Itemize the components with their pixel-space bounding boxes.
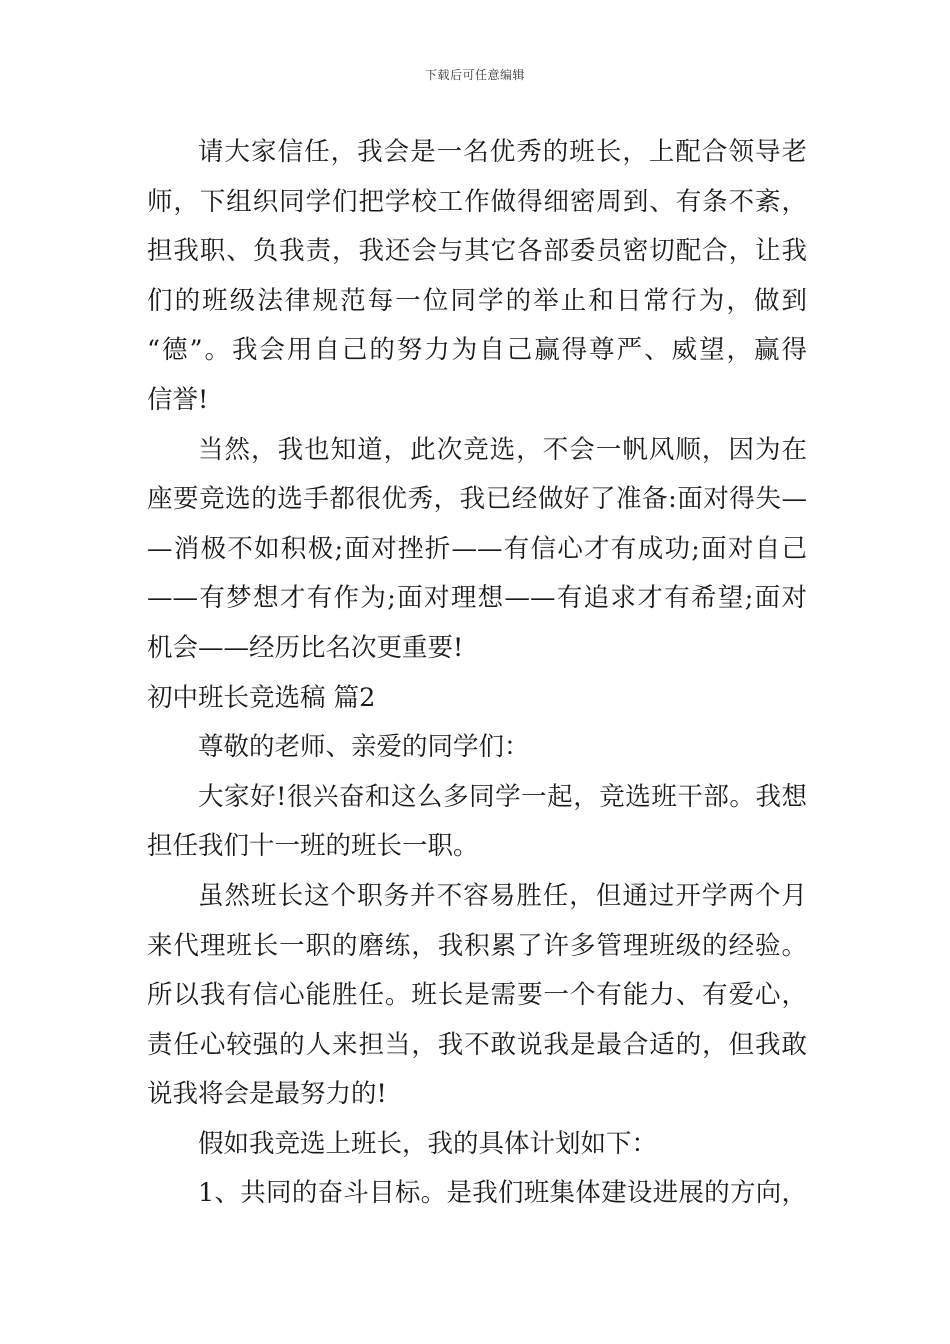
- text-line: 信誉!: [147, 384, 209, 415]
- text-line: 来代理班长一职的磨练，我积累了许多管理班级的经验。: [147, 930, 807, 961]
- text-line: 1、共同的奋斗目标。是我们班集体建设进展的方向，: [198, 1178, 807, 1209]
- text-line: 担任我们十一班的班长一职。: [147, 831, 479, 862]
- text-line: 大家好!很兴奋和这么多同学一起，竞选班干部。我想: [198, 781, 807, 812]
- text-line: 担我职、负我责，我还会与其它各部委员密切配合，让我: [147, 236, 807, 267]
- text-line: 们的班级法律规范每一位同学的举止和日常行为，做到: [147, 285, 807, 316]
- document-body: [147, 128, 807, 1219]
- section-heading: 初中班长竞选稿 篇2: [147, 682, 376, 713]
- text-line: 所以我有信心能胜任。班长是需要一个有能力、有爱心，: [147, 980, 807, 1011]
- page-header: 下载后可任意编辑: [424, 68, 525, 82]
- text-line: 机会——经历比名次更重要!: [147, 632, 464, 663]
- text-line: 责任心较强的人来担当，我不敢说我是最合适的，但我敢: [147, 1029, 807, 1060]
- text-line: 假如我竞选上班长，我的具体计划如下：: [198, 1128, 658, 1159]
- text-line: 请大家信任，我会是一名优秀的班长，上配合领导老: [198, 137, 807, 167]
- text-line: 师，下组织同学们把学校工作做得细密周到、有条不紊，: [147, 186, 807, 217]
- text-line: 座要竞选的选手都很优秀，我已经做好了准备:面对得失—: [147, 484, 807, 515]
- text-line: 说我将会是最努力的!: [147, 1079, 387, 1110]
- text-line: ——有梦想才有作为;面对理想——有追求才有希望;面对: [147, 583, 807, 614]
- text-line: 当然，我也知道，此次竞选，不会一帆风顺，因为在: [198, 434, 807, 465]
- text-line: “德”。我会用自己的努力为自己赢得尊严、威望，赢得: [147, 335, 807, 366]
- text-line: 虽然班长这个职务并不容易胜任，但通过开学两个月: [198, 880, 807, 911]
- text-line: —消极不如积极;面对挫折——有信心才有成功;面对自己: [147, 533, 807, 564]
- text-line: 尊敬的老师、亲爱的同学们：: [198, 732, 530, 763]
